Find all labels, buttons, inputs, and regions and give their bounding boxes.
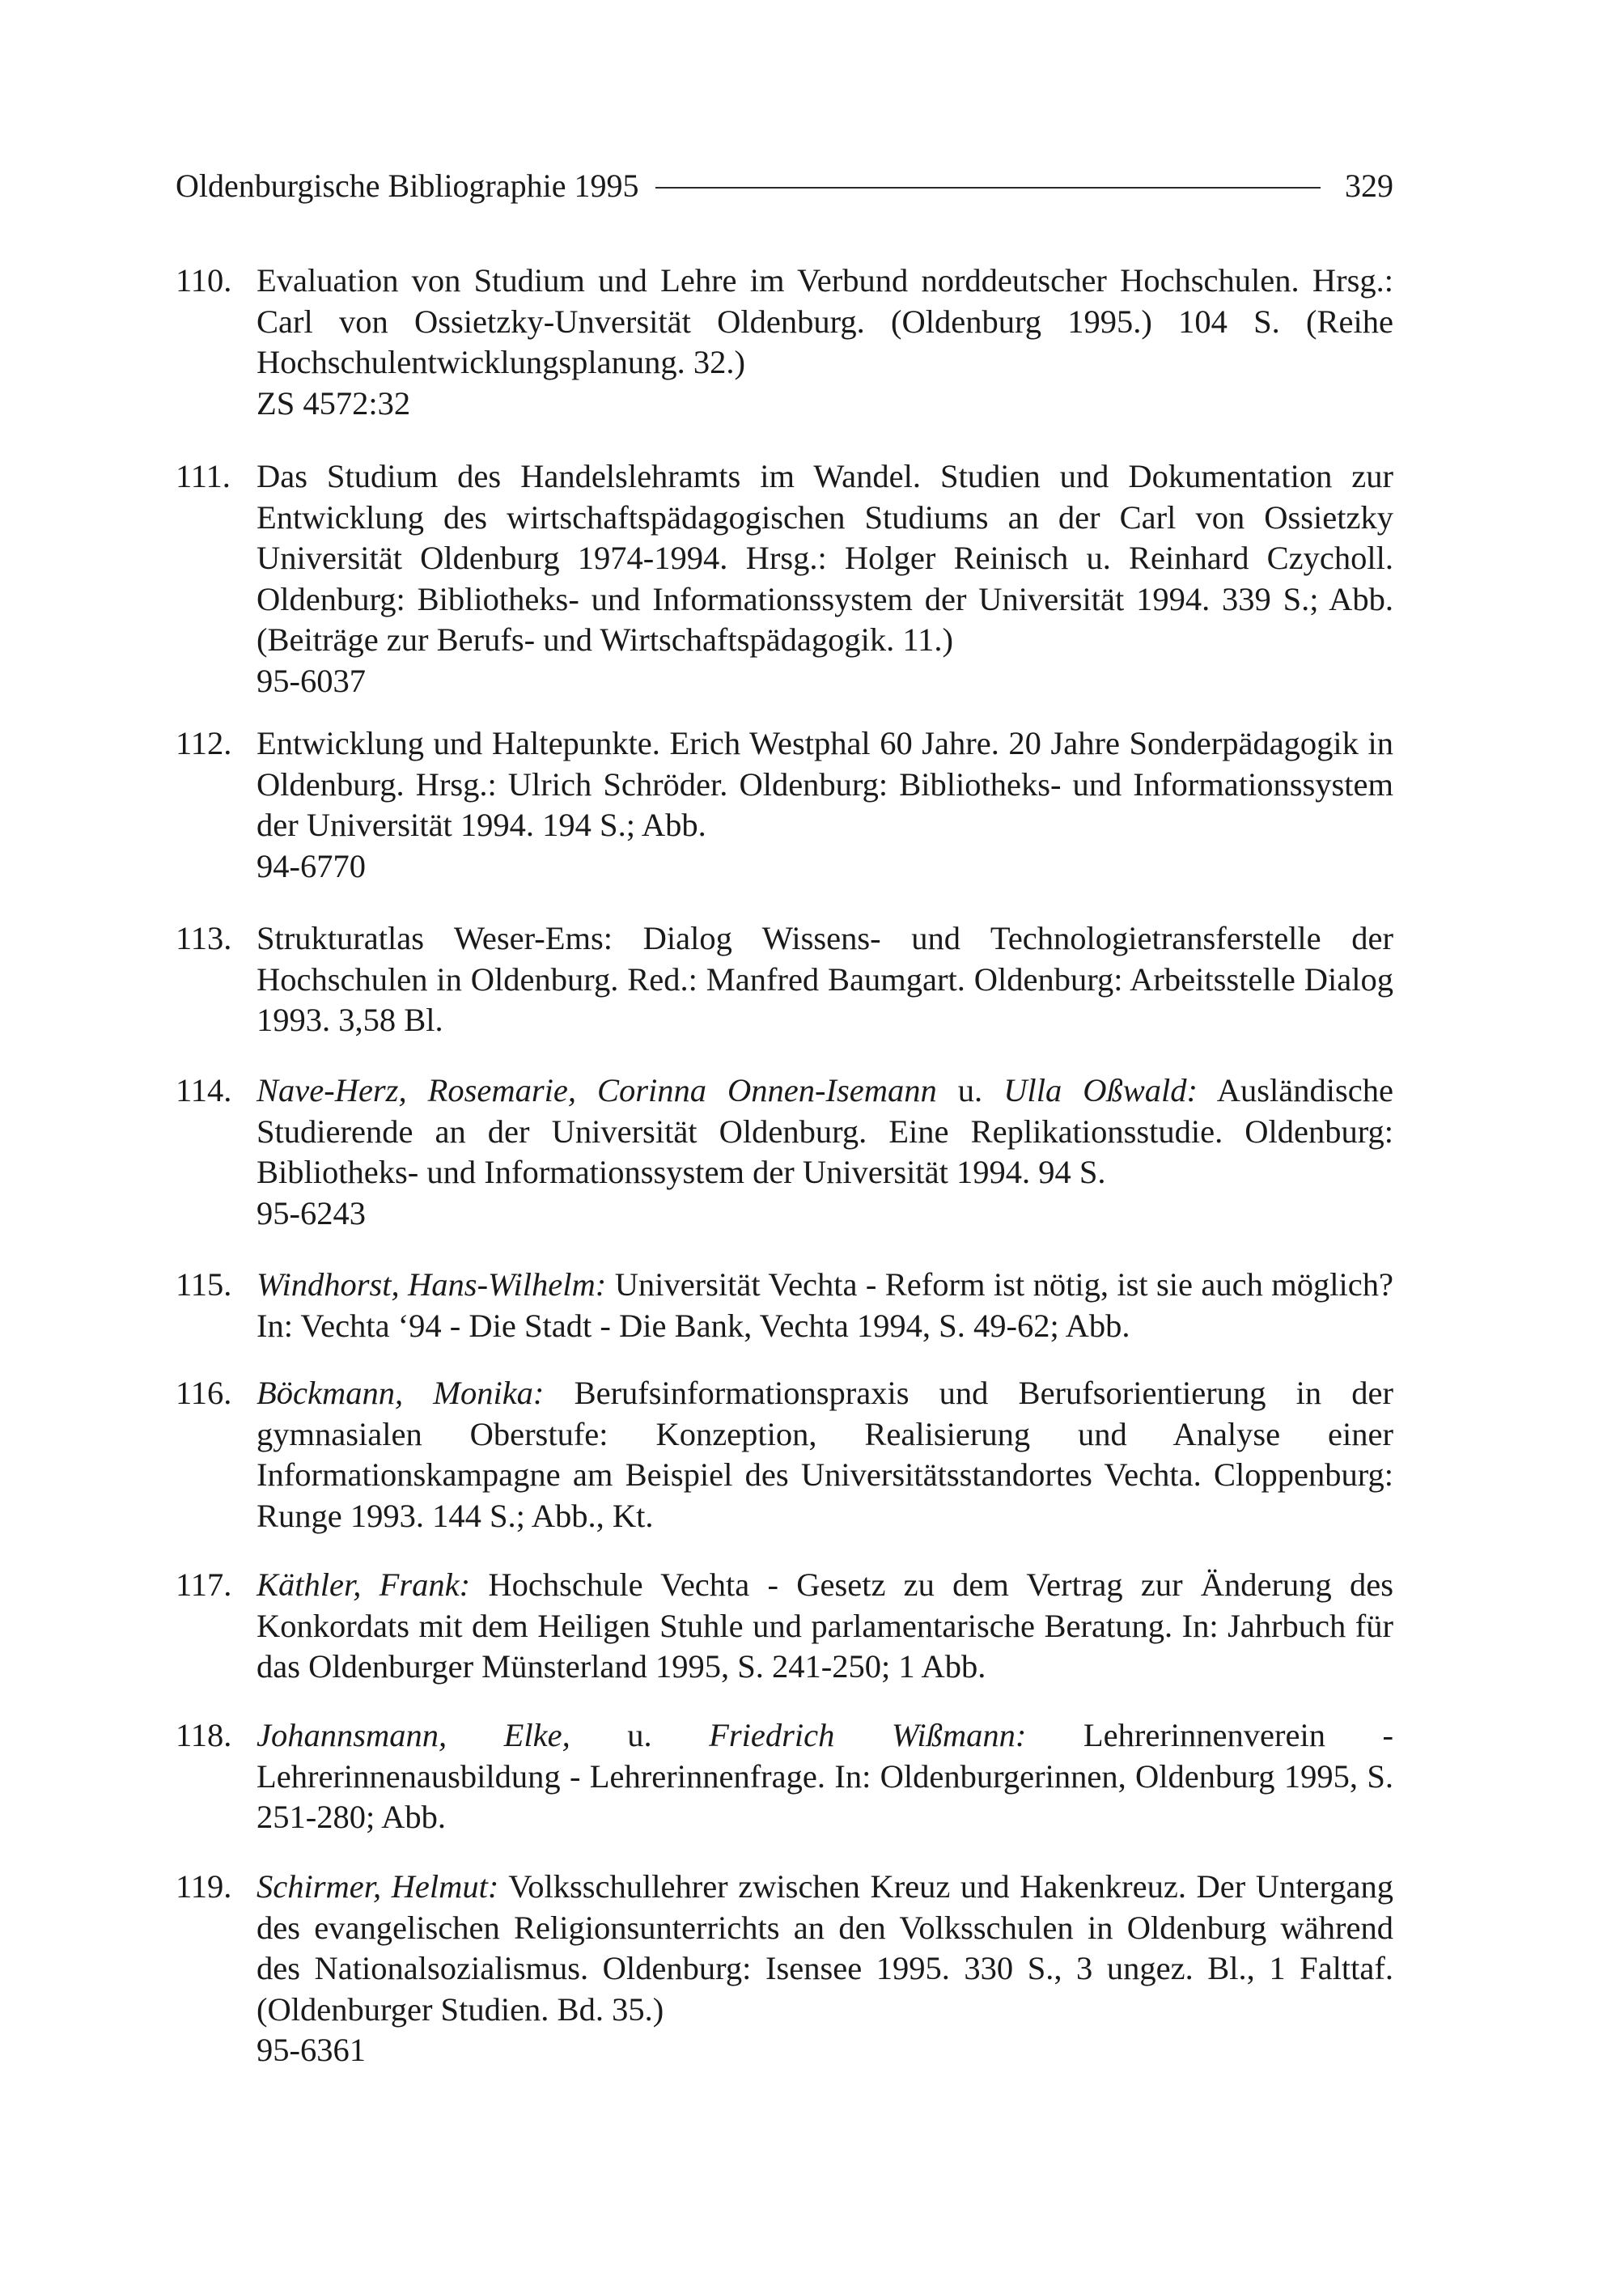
entry-text — [257, 1373, 1393, 1536]
entry-body — [257, 1867, 1393, 2071]
bibliography-entry — [176, 723, 1393, 887]
entry-text: Das Studium des Handelslehramts im Wandel. Studien und Dokumentation zur Entwicklung des wirtschaftspädagogischen Studiums an der Carl von Ossietzky Universität Oldenburg 1974-1994. Hrsg.: Holger Reinisch u. Reinhard Czycholl. Oldenburg: Bibliotheks- und Informationssystem der Universität 1994. 339 S.; Abb. (Beiträge zur Berufs- und Wirtschaftspädagogik. 11.) — [257, 458, 1393, 658]
entry-body — [257, 456, 1393, 701]
entry-body — [257, 1715, 1393, 1838]
entry-number: 114. — [176, 1072, 232, 1108]
entry-number: 115. — [176, 1266, 232, 1303]
entry-title-text: Hochschule Vechta - Gesetz zu dem Vertrag zur Änderung des Konkordats mit dem Heiligen Stuhle und parlamentarische Beratung. In: Jahrbuch für das Oldenburger Münsterland 1995, S. 241-250; 1 Abb. — [257, 1566, 1393, 1685]
bibliography-entry — [176, 1265, 1393, 1346]
entry-author: Böckmann, Monika: — [257, 1375, 545, 1411]
entry-text — [257, 1265, 1393, 1346]
entry-title-text: Ausländische Studierende an der Universität Oldenburg. Eine Replikationsstudie. Oldenburg: Bibliotheks- und Informationssystem der Universität 1994. 94 S. — [257, 1072, 1393, 1190]
entry-signature: 95-6037 — [257, 662, 366, 699]
entry-body — [257, 1265, 1393, 1346]
entry-text — [257, 1867, 1393, 2030]
entry-title-text: Universität Vechta - Reform ist nötig, ist sie auch möglich? In: Vechta ‘94 - Die Stadt - Die Bank, Vechta 1994, S. 49-62; Abb. — [257, 1266, 1393, 1344]
entry-number: 119. — [176, 1868, 232, 1905]
entry-author: Schirmer, Helmut: — [257, 1868, 499, 1905]
bibliography-entry — [176, 261, 1393, 424]
entry-body — [257, 1070, 1393, 1234]
entry-number: 118. — [176, 1717, 232, 1753]
header-rule — [655, 187, 1321, 189]
running-header — [176, 167, 1393, 206]
entry-signature: 95-6361 — [257, 2032, 366, 2068]
bibliography-entry — [176, 1565, 1393, 1688]
entry-title-text: Berufsinformationspraxis und Berufsorientierung in der gymnasialen Oberstufe: Konzeption, Realisierung und Analyse einer Informationskampagne am Beispiel des Universitätsstandortes Vechta. Cloppenburg: Runge 1993. 144 S.; Abb., Kt. — [257, 1375, 1393, 1534]
entry-author: Friedrich Wißmann: — [709, 1717, 1027, 1753]
entry-author: Johannsmann, Elke, — [257, 1717, 570, 1753]
entry-text — [257, 1070, 1393, 1193]
entry-number: 113. — [176, 920, 232, 956]
author-conjunction: u. — [570, 1717, 710, 1753]
entry-text — [257, 1565, 1393, 1688]
entry-text: Strukturatlas Weser-Ems: Dialog Wissens- und Technologietransferstelle der Hochschulen in Oldenburg. Red.: Manfred Baumgart. Oldenburg: Arbeitsstelle Dialog 1993. 3,58 Bl. — [257, 920, 1393, 1038]
entry-signature: ZS 4572:32 — [257, 384, 411, 422]
bibliography-entry — [176, 1715, 1393, 1838]
entry-author: Käthler, Frank: — [257, 1566, 471, 1603]
entry-author: Windhorst, Hans-Wilhelm: — [257, 1266, 607, 1303]
entry-body — [257, 918, 1393, 1041]
entry-text: Evaluation von Studium und Lehre im Verbund norddeutscher Hochschulen. Hrsg.: Carl von Ossietzky-Unversität Oldenburg. (Oldenburg 1995.) 104 S. (Reihe Hochschulentwicklungsplanung. 32.) — [257, 262, 1393, 380]
author-conjunction: u. — [936, 1072, 1004, 1108]
entry-number: 117. — [176, 1566, 232, 1603]
entry-author: Ulla Oßwald: — [1003, 1072, 1198, 1108]
bibliography-entry — [176, 1070, 1393, 1234]
entry-number: 116. — [176, 1375, 232, 1411]
entry-body — [257, 723, 1393, 887]
entry-signature: 94-6770 — [257, 847, 366, 884]
page-number: 329 — [1345, 167, 1393, 204]
bibliography-entry — [176, 456, 1393, 701]
entry-body — [257, 261, 1393, 424]
entry-body — [257, 1373, 1393, 1536]
entry-title-text: Lehrerinnenverein - Lehrerinnenausbildung - Lehrerinnenfrage. In: Oldenburgerinnen, Oldenburg 1995, S. 251-280; Abb. — [257, 1717, 1393, 1835]
entry-signature: 95-6243 — [257, 1194, 366, 1231]
entry-author: Nave-Herz, Rosemarie, Corinna Onnen-Isemann — [257, 1072, 937, 1108]
entry-title-text: Volksschullehrer zwischen Kreuz und Hakenkreuz. Der Untergang des evangelischen Religionsunterrichts an den Volksschulen in Oldenburg während des Nationalsozialismus. Oldenburg: Isensee 1995. 330 S., 3 ungez. Bl., 1 Falttaf. (Oldenburger Studien. Bd. 35.) — [257, 1868, 1393, 2028]
entry-text: Entwicklung und Haltepunkte. Erich Westphal 60 Jahre. 20 Jahre Sonderpädagogik in Oldenburg. Hrsg.: Ulrich Schröder. Oldenburg: Bibliotheks- und Informationssystem der Universität 1994. 194 S.; Abb. — [257, 725, 1393, 843]
entry-text — [257, 1715, 1393, 1838]
bibliography-entry — [176, 1373, 1393, 1536]
entry-number: 112. — [176, 725, 232, 761]
bibliography-entry — [176, 918, 1393, 1041]
entry-number: 111. — [176, 458, 231, 494]
header-title: Oldenburgische Bibliographie 1995 — [176, 167, 639, 204]
bibliography-entry — [176, 1867, 1393, 2071]
entry-body — [257, 1565, 1393, 1688]
entry-number: 110. — [176, 262, 232, 299]
